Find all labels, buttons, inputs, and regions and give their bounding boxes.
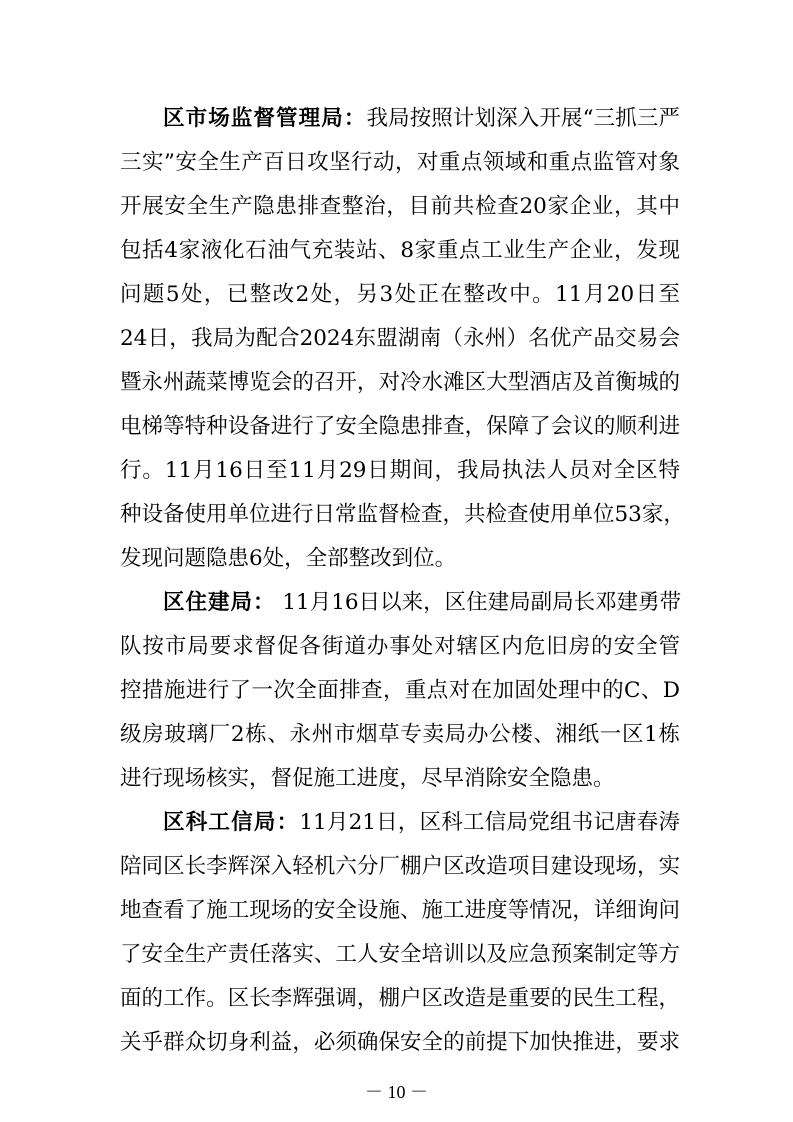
paragraph-3-line-3: 地查看了施工现场的安全设施、施工进度等情况，详细询问: [120, 898, 680, 923]
paragraph-3-line-2: 陪同区长李辉深入轻机六分厂棚户区改造项目建设现场，实: [120, 854, 680, 879]
paragraph-2-heading: 区住建局：: [163, 590, 276, 615]
paragraph-1-line-9: 行。11月16日至11月29日期间，我局执法人员对全区特: [120, 458, 680, 483]
paragraph-1-line-4: 包括4家液化石油气充装站、8家重点工业生产企业，发现: [120, 238, 680, 263]
paragraph-2-line-4: 级房玻璃厂2栋、永州市烟草专卖局办公楼、湘纸一区1栋: [120, 722, 680, 747]
paragraph-3-line-6: 关乎群众切身利益，必须确保安全的前提下加快推进，要求: [120, 1030, 680, 1055]
paragraph-3-line-1: [163, 809, 680, 837]
paragraph-2-line-5: 进行现场核实，督促施工进度，尽早消除安全隐患。: [120, 766, 615, 791]
paragraph-1-line-2: 三实”安全生产百日攻坚行动，对重点领域和重点监管对象: [120, 150, 680, 175]
paragraph-3-heading: 区科工信局：: [163, 810, 300, 835]
paragraph-1-line-10: 种设备使用单位进行日常监督检查，共检查使用单位53家，: [120, 502, 685, 527]
paragraph-1-heading: 区市场监督管理局：: [163, 106, 367, 131]
paragraph-3-text: 11月21日，区科工信局党组书记唐春涛: [299, 810, 680, 835]
paragraph-2-line-1: [163, 589, 680, 617]
paragraph-1-text: 我局按照计划深入开展“三抓三严: [366, 106, 680, 131]
paragraph-1-line-6: 24日，我局为配合2024东盟湖南（永州）名优产品交易会: [120, 326, 680, 351]
paragraph-2-line-3: 控措施进行了一次全面排查，重点对在加固处理中的C、D: [120, 678, 680, 703]
paragraph-1-line-3: 开展安全生产隐患排查整治，目前共检查20家企业，其中: [120, 194, 680, 219]
paragraph-3-line-4: 了安全生产责任落实、工人安全培训以及应急预案制定等方: [120, 942, 680, 967]
paragraph-1-line-5: 问题5处，已整改2处，另3处正在整改中。11月20日至: [120, 282, 680, 307]
paragraph-3-line-5: 面的工作。区长李辉强调，棚户区改造是重要的民生工程，: [120, 986, 680, 1011]
paragraph-1-line-7: 暨永州蔬菜博览会的召开，对冷水滩区大型酒店及首衡城的: [120, 370, 680, 395]
paragraph-1-line-1: [163, 105, 680, 133]
paragraph-1-line-11: 发现问题隐患6处，全部整改到位。: [120, 546, 457, 571]
paragraph-2-text: 11月16日以来，区住建局副局长邓建勇带: [275, 590, 682, 615]
paragraph-1-line-8: 电梯等特种设备进行了安全隐患排查，保障了会议的顺利进: [120, 414, 680, 439]
page-number: － 10 －: [365, 1082, 428, 1102]
paragraph-2-line-2: 队按市局要求督促各街道办事处对辖区内危旧房的安全管: [120, 634, 680, 659]
